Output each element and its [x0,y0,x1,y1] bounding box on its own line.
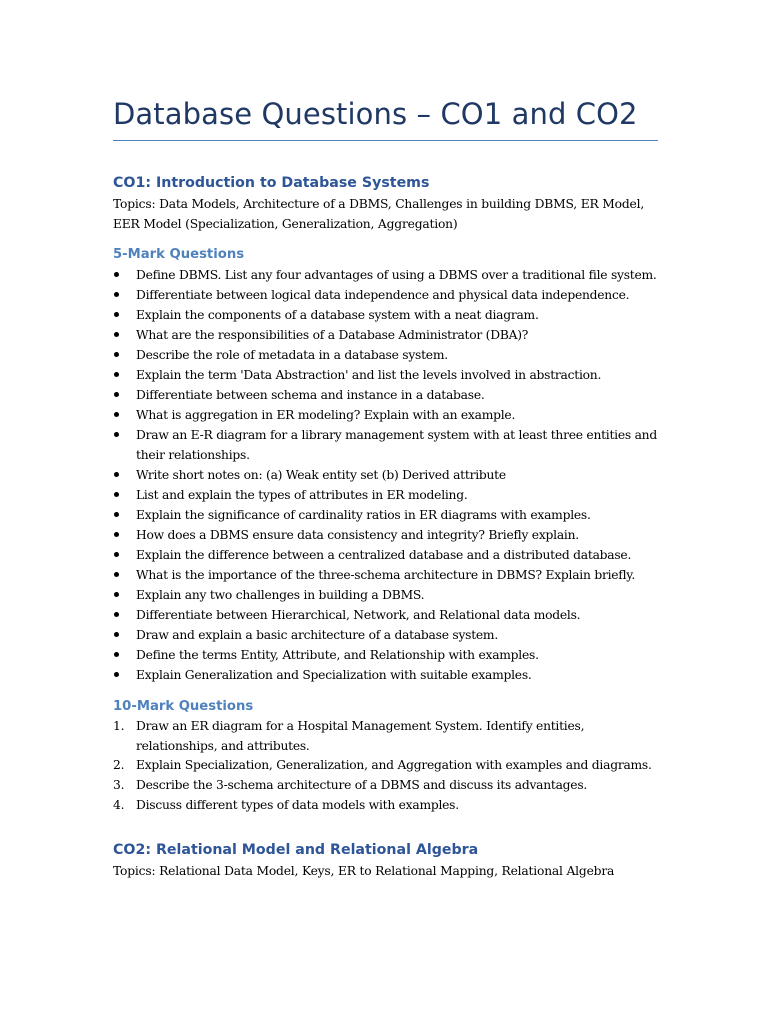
question-text: Explain the term 'Data Abstraction' and list the levels involved in abstraction. [136,368,602,382]
question-text: Explain Generalization and Specialization with suitable examples. [136,668,532,682]
five-mark-question [113,665,658,685]
question-number: 1. [113,719,125,733]
question-number: 3. [113,778,125,793]
five-mark-question [113,345,658,365]
five-mark-question [113,505,658,525]
bullet-icon [114,572,119,577]
five-mark-question [113,405,658,425]
bullet-icon [114,672,119,677]
document-content [113,92,658,881]
bullet-icon [114,592,119,597]
question-text: Explain the difference between a centralized database and a distributed database. [136,548,632,562]
ten-mark-question [113,776,658,796]
question-text: How does a DBMS ensure data consistency and integrity? Briefly explain. [136,528,579,542]
question-text: Explain the significance of cardinality ratios in ER diagrams with examples. [136,508,591,522]
question-text: Differentiate between logical data independence and physical data independence. [136,288,630,302]
five-mark-question [113,285,658,305]
ten-mark-question-list [113,717,658,816]
question-text: Differentiate between Hierarchical, Network, and Relational data models. [136,608,581,622]
bullet-icon [114,532,119,537]
bullet-icon [114,332,119,337]
question-text: Define the terms Entity, Attribute, and Relationship with examples. [136,648,539,662]
document-title: Database Questions – CO1 and CO2 [113,97,638,131]
bullet-icon [114,612,119,617]
question-text: Describe the role of metadata in a database system. [136,348,448,362]
five-mark-question [113,485,658,505]
question-text: Explain Specialization, Generalization, and Aggregation with examples and diagrams. [136,758,652,773]
question-text: Write short notes on: (a) Weak entity set (b) Derived attribute [136,468,506,482]
bullet-icon [114,272,119,277]
co1-topics: Topics: Data Models, Architecture of a DBMS, Challenges in building DBMS, ER Model, EER Model (Specialization, Generalization, Aggregation) [113,197,645,231]
question-text: Differentiate between schema and instance in a database. [136,388,485,402]
question-text: Draw and explain a basic architecture of a database system. [136,628,498,642]
five-mark-question [113,305,658,325]
bullet-icon [114,652,119,657]
five-mark-question [113,605,658,625]
question-text: Draw an E-R diagram for a library management system with at least three entities and their relationships. [136,428,657,462]
question-text: What are the responsibilities of a Database Administrator (DBA)? [136,328,529,342]
co2-topics: Topics: Relational Data Model, Keys, ER to Relational Mapping, Relational Algebra [113,863,615,878]
five-mark-question [113,265,658,285]
title-divider [113,140,658,141]
co1-heading: CO1: Introduction to Database Systems [113,175,430,191]
five-mark-question [113,545,658,565]
bullet-icon [114,352,119,357]
question-text: Describe the 3-schema architecture of a DBMS and discuss its advantages. [136,778,588,793]
bullet-icon [114,392,119,397]
bullet-icon [114,412,119,417]
five-mark-question [113,525,658,545]
five-mark-question [113,645,658,665]
bullet-icon [114,472,119,477]
question-number: 4. [113,797,125,812]
question-text: Explain any two challenges in building a DBMS. [136,588,425,602]
question-text: What is the importance of the three-schema architecture in DBMS? Explain briefly. [136,568,635,582]
five-mark-question [113,585,658,605]
question-text: List and explain the types of attributes in ER modeling. [136,488,468,502]
five-mark-question [113,565,658,585]
five-mark-question [113,465,658,485]
bullet-icon [114,512,119,517]
question-text: Define DBMS. List any four advantages of using a DBMS over a traditional file system. [136,268,657,282]
bullet-icon [114,492,119,497]
bullet-icon [114,292,119,297]
ten-mark-question [113,756,658,776]
question-text: Draw an ER diagram for a Hospital Management System. Identify entities, relationships, and attributes. [136,719,585,753]
five-mark-question [113,325,658,345]
five-mark-question [113,425,658,465]
bullet-icon [114,632,119,637]
five-mark-heading: 5-Mark Questions [113,247,245,262]
ten-mark-question [113,796,658,816]
five-mark-question-list [113,265,658,685]
question-text: Explain the components of a database system with a neat diagram. [136,308,539,322]
bullet-icon [114,372,119,377]
co2-heading: CO2: Relational Model and Relational Algebra [113,841,479,858]
ten-mark-question [113,717,658,756]
bullet-icon [114,312,119,317]
five-mark-question [113,385,658,405]
bullet-icon [114,552,119,557]
five-mark-question [113,365,658,385]
question-text: Discuss different types of data models with examples. [136,797,459,812]
bullet-icon [114,432,119,437]
five-mark-question [113,625,658,645]
question-number: 2. [113,758,125,773]
ten-mark-heading: 10-Mark Questions [113,699,254,714]
question-text: What is aggregation in ER modeling? Explain with an example. [136,408,516,422]
